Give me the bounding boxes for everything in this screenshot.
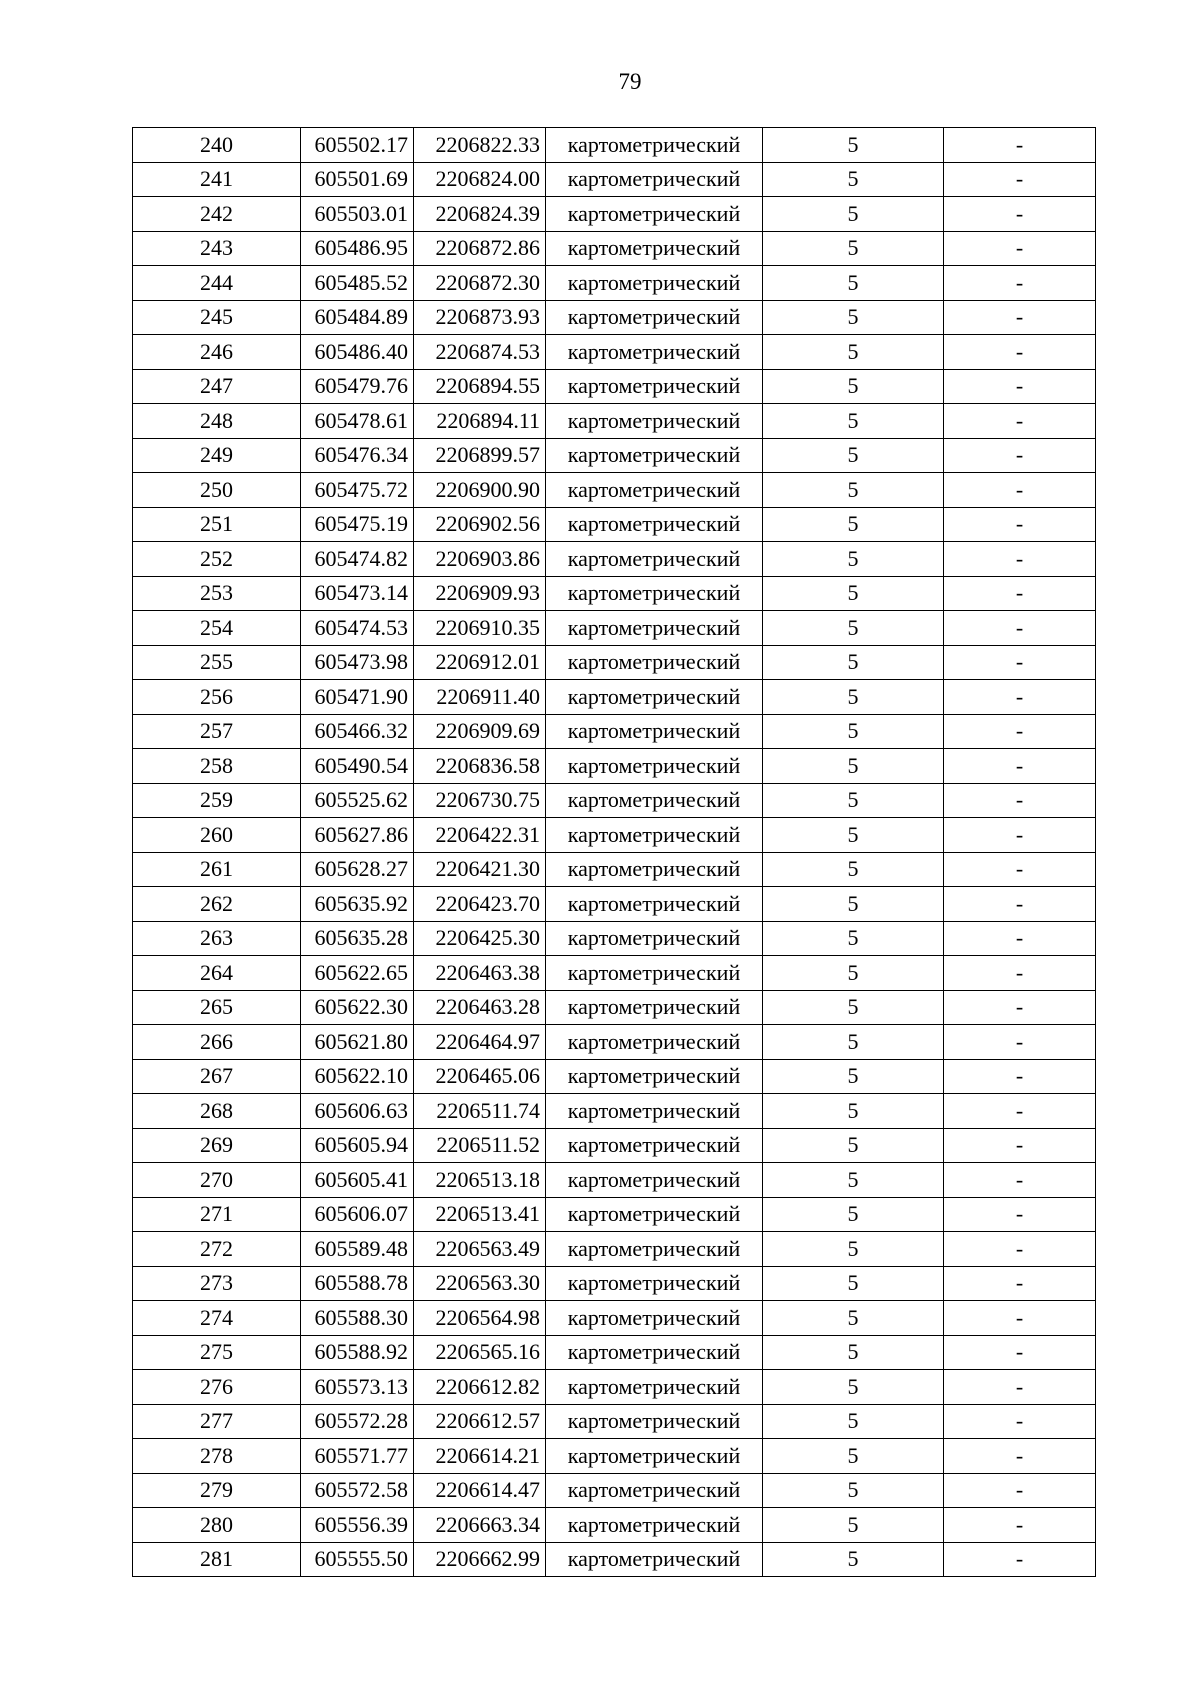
point-number-cell: 250 — [133, 473, 301, 508]
x-coordinate-cell: 605622.10 — [301, 1059, 414, 1094]
accuracy-cell: 5 — [763, 1301, 944, 1336]
note-cell: - — [944, 1473, 1096, 1508]
point-number-cell: 246 — [133, 335, 301, 370]
accuracy-cell: 5 — [763, 404, 944, 439]
accuracy-cell: 5 — [763, 1266, 944, 1301]
point-number-cell: 279 — [133, 1473, 301, 1508]
table-row — [133, 645, 1096, 680]
y-coordinate-cell: 2206836.58 — [414, 749, 546, 784]
method-cell: картометрический — [546, 1163, 763, 1198]
method-cell: картометрический — [546, 1508, 763, 1543]
coordinates-table-body — [133, 128, 1096, 1577]
point-number-cell: 280 — [133, 1508, 301, 1543]
x-coordinate-cell: 605555.50 — [301, 1542, 414, 1577]
note-cell: - — [944, 266, 1096, 301]
table-row — [133, 680, 1096, 715]
point-number-cell: 266 — [133, 1025, 301, 1060]
method-cell: картометрический — [546, 1370, 763, 1405]
note-cell: - — [944, 473, 1096, 508]
method-cell: картометрический — [546, 404, 763, 439]
y-coordinate-cell: 2206614.21 — [414, 1439, 546, 1474]
x-coordinate-cell: 605484.89 — [301, 300, 414, 335]
table-row — [133, 818, 1096, 853]
method-cell: картометрический — [546, 680, 763, 715]
y-coordinate-cell: 2206465.06 — [414, 1059, 546, 1094]
y-coordinate-cell: 2206903.86 — [414, 542, 546, 577]
point-number-cell: 240 — [133, 128, 301, 163]
point-number-cell: 248 — [133, 404, 301, 439]
note-cell: - — [944, 1059, 1096, 1094]
method-cell: картометрический — [546, 852, 763, 887]
method-cell: картометрический — [546, 1335, 763, 1370]
accuracy-cell: 5 — [763, 783, 944, 818]
y-coordinate-cell: 2206912.01 — [414, 645, 546, 680]
page-number: 79 — [618, 69, 642, 94]
y-coordinate-cell: 2206822.33 — [414, 128, 546, 163]
x-coordinate-cell: 605571.77 — [301, 1439, 414, 1474]
x-coordinate-cell: 605476.34 — [301, 438, 414, 473]
method-cell: картометрический — [546, 335, 763, 370]
method-cell: картометрический — [546, 645, 763, 680]
accuracy-cell: 5 — [763, 1473, 944, 1508]
method-cell: картометрический — [546, 438, 763, 473]
point-number-cell: 281 — [133, 1542, 301, 1577]
method-cell: картометрический — [546, 1542, 763, 1577]
x-coordinate-cell: 605475.19 — [301, 507, 414, 542]
table-row — [133, 1335, 1096, 1370]
point-number-cell: 268 — [133, 1094, 301, 1129]
x-coordinate-cell: 605525.62 — [301, 783, 414, 818]
accuracy-cell: 5 — [763, 680, 944, 715]
x-coordinate-cell: 605474.82 — [301, 542, 414, 577]
accuracy-cell: 5 — [763, 921, 944, 956]
y-coordinate-cell: 2206899.57 — [414, 438, 546, 473]
x-coordinate-cell: 605474.53 — [301, 611, 414, 646]
y-coordinate-cell: 2206511.74 — [414, 1094, 546, 1129]
note-cell: - — [944, 1128, 1096, 1163]
point-number-cell: 260 — [133, 818, 301, 853]
x-coordinate-cell: 605605.41 — [301, 1163, 414, 1198]
point-number-cell: 245 — [133, 300, 301, 335]
method-cell: картометрический — [546, 300, 763, 335]
y-coordinate-cell: 2206612.82 — [414, 1370, 546, 1405]
accuracy-cell: 5 — [763, 818, 944, 853]
table-row — [133, 404, 1096, 439]
method-cell: картометрический — [546, 1128, 763, 1163]
note-cell: - — [944, 921, 1096, 956]
table-row — [133, 1163, 1096, 1198]
note-cell: - — [944, 162, 1096, 197]
x-coordinate-cell: 605622.65 — [301, 956, 414, 991]
method-cell: картометрический — [546, 1404, 763, 1439]
y-coordinate-cell: 2206564.98 — [414, 1301, 546, 1336]
method-cell: картометрический — [546, 128, 763, 163]
note-cell: - — [944, 231, 1096, 266]
x-coordinate-cell: 605479.76 — [301, 369, 414, 404]
method-cell: картометрический — [546, 749, 763, 784]
accuracy-cell: 5 — [763, 162, 944, 197]
accuracy-cell: 5 — [763, 335, 944, 370]
method-cell: картометрический — [546, 783, 763, 818]
note-cell: - — [944, 680, 1096, 715]
table-row — [133, 1542, 1096, 1577]
accuracy-cell: 5 — [763, 231, 944, 266]
accuracy-cell: 5 — [763, 1370, 944, 1405]
accuracy-cell: 5 — [763, 1094, 944, 1129]
y-coordinate-cell: 2206902.56 — [414, 507, 546, 542]
y-coordinate-cell: 2206824.39 — [414, 197, 546, 232]
x-coordinate-cell: 605588.30 — [301, 1301, 414, 1336]
point-number-cell: 254 — [133, 611, 301, 646]
table-row — [133, 335, 1096, 370]
y-coordinate-cell: 2206463.38 — [414, 956, 546, 991]
accuracy-cell: 5 — [763, 300, 944, 335]
x-coordinate-cell: 605627.86 — [301, 818, 414, 853]
x-coordinate-cell: 605501.69 — [301, 162, 414, 197]
point-number-cell: 276 — [133, 1370, 301, 1405]
y-coordinate-cell: 2206900.90 — [414, 473, 546, 508]
note-cell: - — [944, 1025, 1096, 1060]
point-number-cell: 249 — [133, 438, 301, 473]
point-number-cell: 271 — [133, 1197, 301, 1232]
table-row — [133, 231, 1096, 266]
table-row — [133, 128, 1096, 163]
y-coordinate-cell: 2206909.93 — [414, 576, 546, 611]
table-row — [133, 852, 1096, 887]
x-coordinate-cell: 605466.32 — [301, 714, 414, 749]
y-coordinate-cell: 2206513.41 — [414, 1197, 546, 1232]
x-coordinate-cell: 605485.52 — [301, 266, 414, 301]
point-number-cell: 278 — [133, 1439, 301, 1474]
x-coordinate-cell: 605503.01 — [301, 197, 414, 232]
note-cell: - — [944, 852, 1096, 887]
y-coordinate-cell: 2206563.49 — [414, 1232, 546, 1267]
point-number-cell: 263 — [133, 921, 301, 956]
point-number-cell: 272 — [133, 1232, 301, 1267]
y-coordinate-cell: 2206911.40 — [414, 680, 546, 715]
accuracy-cell: 5 — [763, 369, 944, 404]
accuracy-cell: 5 — [763, 852, 944, 887]
table-row — [133, 1439, 1096, 1474]
coordinates-table — [132, 127, 1096, 1577]
method-cell: картометрический — [546, 1439, 763, 1474]
accuracy-cell: 5 — [763, 266, 944, 301]
note-cell: - — [944, 783, 1096, 818]
method-cell: картометрический — [546, 1197, 763, 1232]
accuracy-cell: 5 — [763, 1163, 944, 1198]
note-cell: - — [944, 887, 1096, 922]
x-coordinate-cell: 605490.54 — [301, 749, 414, 784]
x-coordinate-cell: 605605.94 — [301, 1128, 414, 1163]
table-row — [133, 1197, 1096, 1232]
method-cell: картометрический — [546, 956, 763, 991]
point-number-cell: 259 — [133, 783, 301, 818]
point-number-cell: 253 — [133, 576, 301, 611]
y-coordinate-cell: 2206563.30 — [414, 1266, 546, 1301]
note-cell: - — [944, 369, 1096, 404]
table-row — [133, 783, 1096, 818]
method-cell: картометрический — [546, 576, 763, 611]
note-cell: - — [944, 990, 1096, 1025]
table-row — [133, 300, 1096, 335]
method-cell: картометрический — [546, 1059, 763, 1094]
point-number-cell: 256 — [133, 680, 301, 715]
accuracy-cell: 5 — [763, 1542, 944, 1577]
x-coordinate-cell: 605475.72 — [301, 473, 414, 508]
x-coordinate-cell: 605486.40 — [301, 335, 414, 370]
point-number-cell: 252 — [133, 542, 301, 577]
method-cell: картометрический — [546, 1266, 763, 1301]
note-cell: - — [944, 404, 1096, 439]
note-cell: - — [944, 611, 1096, 646]
y-coordinate-cell: 2206894.55 — [414, 369, 546, 404]
y-coordinate-cell: 2206511.52 — [414, 1128, 546, 1163]
x-coordinate-cell: 605622.30 — [301, 990, 414, 1025]
accuracy-cell: 5 — [763, 473, 944, 508]
point-number-cell: 269 — [133, 1128, 301, 1163]
table-row — [133, 576, 1096, 611]
note-cell: - — [944, 1370, 1096, 1405]
y-coordinate-cell: 2206874.53 — [414, 335, 546, 370]
x-coordinate-cell: 605478.61 — [301, 404, 414, 439]
point-number-cell: 275 — [133, 1335, 301, 1370]
method-cell: картометрический — [546, 1232, 763, 1267]
note-cell: - — [944, 714, 1096, 749]
table-row — [133, 1232, 1096, 1267]
note-cell: - — [944, 1266, 1096, 1301]
table-row — [133, 162, 1096, 197]
x-coordinate-cell: 605556.39 — [301, 1508, 414, 1543]
accuracy-cell: 5 — [763, 1232, 944, 1267]
y-coordinate-cell: 2206873.93 — [414, 300, 546, 335]
note-cell: - — [944, 645, 1096, 680]
y-coordinate-cell: 2206463.28 — [414, 990, 546, 1025]
note-cell: - — [944, 335, 1096, 370]
accuracy-cell: 5 — [763, 1335, 944, 1370]
note-cell: - — [944, 818, 1096, 853]
table-row — [133, 1404, 1096, 1439]
accuracy-cell: 5 — [763, 1128, 944, 1163]
method-cell: картометрический — [546, 921, 763, 956]
table-row — [133, 1508, 1096, 1543]
y-coordinate-cell: 2206425.30 — [414, 921, 546, 956]
note-cell: - — [944, 507, 1096, 542]
x-coordinate-cell: 605572.28 — [301, 1404, 414, 1439]
y-coordinate-cell: 2206612.57 — [414, 1404, 546, 1439]
y-coordinate-cell: 2206422.31 — [414, 818, 546, 853]
table-row — [133, 1266, 1096, 1301]
note-cell: - — [944, 1335, 1096, 1370]
x-coordinate-cell: 605471.90 — [301, 680, 414, 715]
point-number-cell: 262 — [133, 887, 301, 922]
y-coordinate-cell: 2206910.35 — [414, 611, 546, 646]
point-number-cell: 277 — [133, 1404, 301, 1439]
method-cell: картометрический — [546, 162, 763, 197]
note-cell: - — [944, 542, 1096, 577]
accuracy-cell: 5 — [763, 128, 944, 163]
point-number-cell: 251 — [133, 507, 301, 542]
accuracy-cell: 5 — [763, 507, 944, 542]
method-cell: картометрический — [546, 507, 763, 542]
method-cell: картометрический — [546, 473, 763, 508]
x-coordinate-cell: 605588.92 — [301, 1335, 414, 1370]
accuracy-cell: 5 — [763, 956, 944, 991]
x-coordinate-cell: 605588.78 — [301, 1266, 414, 1301]
method-cell: картометрический — [546, 231, 763, 266]
y-coordinate-cell: 2206614.47 — [414, 1473, 546, 1508]
y-coordinate-cell: 2206824.00 — [414, 162, 546, 197]
x-coordinate-cell: 605606.63 — [301, 1094, 414, 1129]
note-cell: - — [944, 749, 1096, 784]
accuracy-cell: 5 — [763, 438, 944, 473]
method-cell: картометрический — [546, 611, 763, 646]
accuracy-cell: 5 — [763, 990, 944, 1025]
table-row — [133, 1094, 1096, 1129]
note-cell: - — [944, 1163, 1096, 1198]
accuracy-cell: 5 — [763, 1059, 944, 1094]
point-number-cell: 261 — [133, 852, 301, 887]
y-coordinate-cell: 2206730.75 — [414, 783, 546, 818]
point-number-cell: 274 — [133, 1301, 301, 1336]
x-coordinate-cell: 605473.98 — [301, 645, 414, 680]
accuracy-cell: 5 — [763, 1439, 944, 1474]
table-row — [133, 990, 1096, 1025]
table-row — [133, 1128, 1096, 1163]
x-coordinate-cell: 605486.95 — [301, 231, 414, 266]
method-cell: картометрический — [546, 990, 763, 1025]
y-coordinate-cell: 2206421.30 — [414, 852, 546, 887]
y-coordinate-cell: 2206565.16 — [414, 1335, 546, 1370]
accuracy-cell: 5 — [763, 542, 944, 577]
table-row — [133, 369, 1096, 404]
y-coordinate-cell: 2206872.30 — [414, 266, 546, 301]
table-row — [133, 611, 1096, 646]
accuracy-cell: 5 — [763, 714, 944, 749]
table-row — [133, 507, 1096, 542]
table-row — [133, 1025, 1096, 1060]
note-cell: - — [944, 576, 1096, 611]
y-coordinate-cell: 2206423.70 — [414, 887, 546, 922]
x-coordinate-cell: 605473.14 — [301, 576, 414, 611]
note-cell: - — [944, 1197, 1096, 1232]
accuracy-cell: 5 — [763, 611, 944, 646]
y-coordinate-cell: 2206872.86 — [414, 231, 546, 266]
table-row — [133, 1301, 1096, 1336]
method-cell: картометрический — [546, 818, 763, 853]
point-number-cell: 258 — [133, 749, 301, 784]
table-row — [133, 438, 1096, 473]
table-row — [133, 714, 1096, 749]
method-cell: картометрический — [546, 369, 763, 404]
note-cell: - — [944, 197, 1096, 232]
table-row — [133, 473, 1096, 508]
accuracy-cell: 5 — [763, 1508, 944, 1543]
x-coordinate-cell: 605628.27 — [301, 852, 414, 887]
table-row — [133, 542, 1096, 577]
x-coordinate-cell: 605502.17 — [301, 128, 414, 163]
x-coordinate-cell: 605635.92 — [301, 887, 414, 922]
point-number-cell: 243 — [133, 231, 301, 266]
table-row — [133, 749, 1096, 784]
note-cell: - — [944, 1094, 1096, 1129]
method-cell: картометрический — [546, 1473, 763, 1508]
x-coordinate-cell: 605589.48 — [301, 1232, 414, 1267]
note-cell: - — [944, 438, 1096, 473]
accuracy-cell: 5 — [763, 887, 944, 922]
x-coordinate-cell: 605573.13 — [301, 1370, 414, 1405]
note-cell: - — [944, 956, 1096, 991]
table-row — [133, 956, 1096, 991]
point-number-cell: 255 — [133, 645, 301, 680]
point-number-cell: 241 — [133, 162, 301, 197]
x-coordinate-cell: 605635.28 — [301, 921, 414, 956]
table-row — [133, 1059, 1096, 1094]
table-row — [133, 197, 1096, 232]
method-cell: картометрический — [546, 1094, 763, 1129]
note-cell: - — [944, 128, 1096, 163]
point-number-cell: 267 — [133, 1059, 301, 1094]
y-coordinate-cell: 2206909.69 — [414, 714, 546, 749]
method-cell: картометрический — [546, 714, 763, 749]
x-coordinate-cell: 605606.07 — [301, 1197, 414, 1232]
method-cell: картометрический — [546, 197, 763, 232]
note-cell: - — [944, 1232, 1096, 1267]
method-cell: картометрический — [546, 1301, 763, 1336]
table-row — [133, 921, 1096, 956]
y-coordinate-cell: 2206663.34 — [414, 1508, 546, 1543]
y-coordinate-cell: 2206464.97 — [414, 1025, 546, 1060]
note-cell: - — [944, 1508, 1096, 1543]
y-coordinate-cell: 2206662.99 — [414, 1542, 546, 1577]
accuracy-cell: 5 — [763, 576, 944, 611]
note-cell: - — [944, 1542, 1096, 1577]
x-coordinate-cell: 605572.58 — [301, 1473, 414, 1508]
table-row — [133, 1473, 1096, 1508]
table-row — [133, 887, 1096, 922]
point-number-cell: 264 — [133, 956, 301, 991]
point-number-cell: 265 — [133, 990, 301, 1025]
accuracy-cell: 5 — [763, 197, 944, 232]
accuracy-cell: 5 — [763, 749, 944, 784]
point-number-cell: 257 — [133, 714, 301, 749]
point-number-cell: 273 — [133, 1266, 301, 1301]
accuracy-cell: 5 — [763, 1197, 944, 1232]
method-cell: картометрический — [546, 887, 763, 922]
point-number-cell: 270 — [133, 1163, 301, 1198]
point-number-cell: 247 — [133, 369, 301, 404]
x-coordinate-cell: 605621.80 — [301, 1025, 414, 1060]
accuracy-cell: 5 — [763, 645, 944, 680]
method-cell: картометрический — [546, 1025, 763, 1060]
table-row — [133, 1370, 1096, 1405]
method-cell: картометрический — [546, 542, 763, 577]
point-number-cell: 244 — [133, 266, 301, 301]
y-coordinate-cell: 2206513.18 — [414, 1163, 546, 1198]
point-number-cell: 242 — [133, 197, 301, 232]
note-cell: - — [944, 1404, 1096, 1439]
y-coordinate-cell: 2206894.11 — [414, 404, 546, 439]
accuracy-cell: 5 — [763, 1025, 944, 1060]
method-cell: картометрический — [546, 266, 763, 301]
note-cell: - — [944, 1301, 1096, 1336]
note-cell: - — [944, 1439, 1096, 1474]
accuracy-cell: 5 — [763, 1404, 944, 1439]
note-cell: - — [944, 300, 1096, 335]
table-row — [133, 266, 1096, 301]
